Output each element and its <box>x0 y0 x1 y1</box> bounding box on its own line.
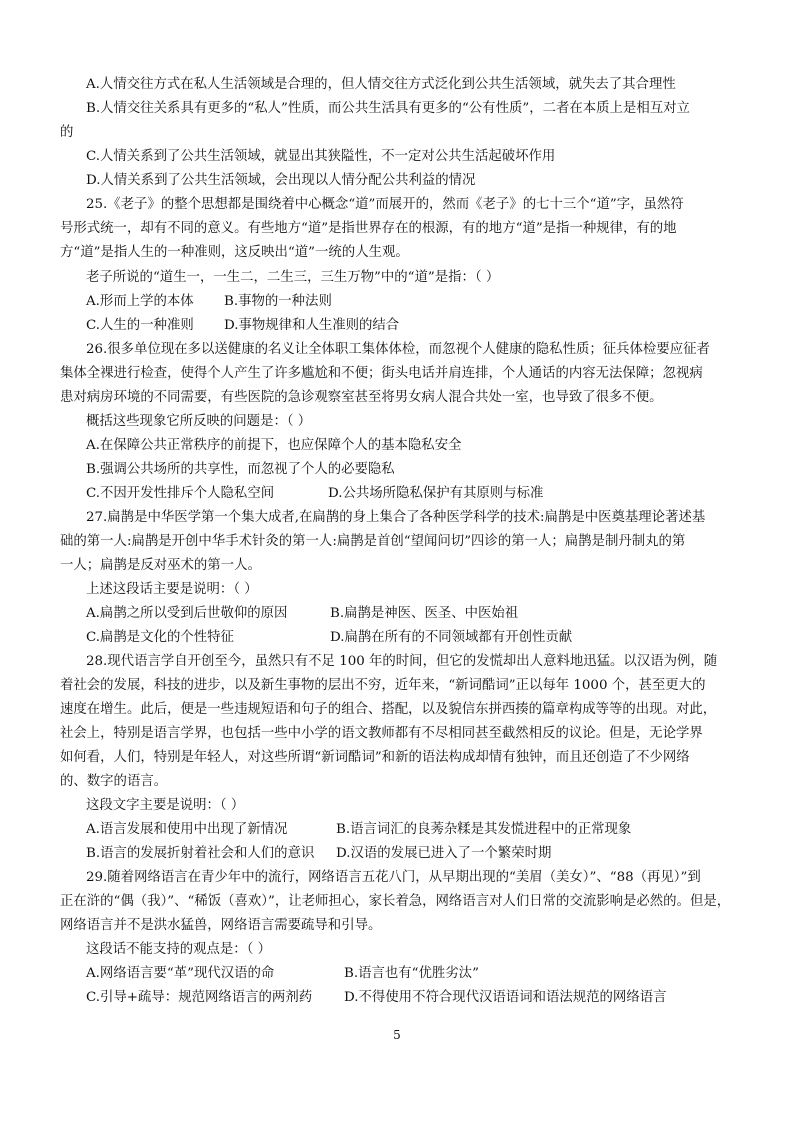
q29-passage: 29.随着网络语言在青少年中的流行，网络语言五花八门，从早期出现的“美眉（美女）”、“88（再见）”到 <box>86 870 701 885</box>
q27-passage: 一人；扁鹊是反对巫术的第一人。 <box>60 558 261 573</box>
q26-passage: 患对病房环境的不同需要，有些医院的急诊观察室甚至将男女病人混合共处一室，也导致了很多不便。 <box>60 390 663 405</box>
q25-option-a: A.形而上学的本体 <box>86 294 194 309</box>
q28-passage: 着社会的发展，科技的进步，以及新生事物的层出不穷，近年来，“新词酷词”正以每年 1000 个，甚至更大的 <box>60 678 706 693</box>
q27-option-b: B.扁鹊是神医、医圣、中医始祖 <box>330 606 519 621</box>
q28-passage: 速度在增生。此后，便是一些违规短语和句子的组合、搭配，以及貌信东拼西揍的篇章构成等等的出现。对此， <box>60 702 717 717</box>
q26-option-d: D.公共场所隐私保护有其原则与标准 <box>328 486 544 501</box>
q26-option-c: C.不因开发性排斥个人隐私空间 <box>86 486 275 501</box>
q26-option-a: A.在保障公共正常秩序的前提下，也应保障个人的基本隐私安全 <box>86 438 462 453</box>
q25-passage: 方“道”是指人生的一种准则，这反映出“道”一统的人生观。 <box>60 245 409 260</box>
q28-passage: 社会上，特别是语言学界，也包括一些中小学的语文教师都有不尽相同甚至截然相反的议论。但是，无论学界 <box>60 726 703 741</box>
q27-option-a: A.扁鹊之所以受到后世敬仰的原因 <box>86 606 288 621</box>
q27-passage: 27.扁鹊是中华医学第一个集大成者,在扁鹊的身上集合了各种医学科学的技术:扁鹊是中医奠基理论著述基 <box>86 510 706 525</box>
q24-option-c: C.人情关系到了公共生活领域，就显出其狭隘性，不一定对公共生活起破坏作用 <box>86 149 556 164</box>
q27-option-c: C.扁鹊是文化的个性特征 <box>86 630 234 645</box>
q28-option-b: B.语言词汇的良莠杂糅是其发慌进程中的正常现象 <box>336 822 632 837</box>
q29-option-d: D.不得使用不符合现代汉语语词和语法规范的网络语言 <box>344 990 667 1005</box>
q29-passage: 网络语言并不是洪水猛兽，网络语言需要疏导和引导。 <box>60 918 382 933</box>
q29-option-b: B.语言也有“优胜劣汰” <box>344 966 479 981</box>
q28-stem: 这段文字主要是说明：（ ） <box>86 798 245 813</box>
q25-option-c: C.人生的一种准则 <box>86 318 194 333</box>
q29-stem: 这段话不能支持的观点是：（ ） <box>86 942 272 957</box>
q27-option-d: D.扁鹊在所有的不同领域都有开创性贡献 <box>330 630 573 645</box>
q25-passage: 25.《老子》的整个思想都是围绕着中心概念“道”而展开的，然而《老子》的七十三个“道”字，虽然符 <box>86 197 684 212</box>
q24-option-b-cont: 的 <box>60 125 74 140</box>
q27-stem: 上述这段话主要是说明：（ ） <box>86 582 258 597</box>
q25-option-b: B.事物的一种法则 <box>224 294 332 309</box>
q26-stem: 概括这些现象它所反映的问题是：（ ） <box>86 414 312 429</box>
q29-passage: 正在浒的“偶（我）”、“稀饭（喜欢）”，让老师担心，家长着急，网络语言对人们日常的交流影响是必然的。但是， <box>60 894 731 909</box>
q27-passage: 础的第一人:扁鹊是开创中华手术针灸的第一人:扁鹊是首创“望闻问切”四诊的第一人；扁鹊是制丹制丸的第 <box>60 534 686 549</box>
q26-passage: 集体全裸进行检查，使得个人产生了许多尴尬和不便；街头电话并肩连排，个人通话的内容无法保障；忽视病 <box>60 366 703 381</box>
page-number: 5 <box>393 1028 401 1042</box>
q24-option-a: A.人情交往方式在私人生活领域是合理的，但人情交往方式泛化到公共生活领域，就失去了其合理性 <box>86 77 676 92</box>
q24-option-b: B.人情交往关系具有更多的“私人”性质，而公共生活具有更多的“公有性质”，二者在本质上是相互对立 <box>86 101 690 116</box>
q25-option-d: D.事物规律和人生准则的结合 <box>224 318 400 333</box>
q28-option-d: D.汉语的发展已进入了一个繁荣时期 <box>336 846 552 861</box>
q25-stem: 老子所说的“道生一，一生二，二生三，三生万物”中的“道”是指：（ ） <box>86 270 500 285</box>
q29-option-c: C.引导+疏导：规范网络语言的两剂药 <box>86 990 313 1005</box>
q25-passage: 号形式统一，却有不同的意义。有些地方“道”是指世界存在的根源，有的地方“道”是指一种规律，有的地 <box>60 221 677 236</box>
q26-option-b: B.强调公共场所的共享性，而忽视了个人的必要隐私 <box>86 462 395 477</box>
q28-passage: 如何看，人们，特别是年轻人，对这些所谓“新词酷词”和新的语法构成却情有独钟，而且还创造了不少网络 <box>60 750 690 765</box>
q28-passage: 28.现代语言学自开创至今，虽然只有不足 100 年的时间，但它的发慌却出人意料地迅猛。以汉语为例，随 <box>86 654 718 669</box>
q28-option-c: B.语言的发展折射着社会和人们的意识 <box>86 846 315 861</box>
q28-option-a: A.语言发展和使用中出现了新情况 <box>86 822 288 837</box>
q28-passage: 的、数字的语言。 <box>60 774 168 789</box>
q24-option-d: D.人情关系到了公共生活领域，会出现以人情分配公共利益的情况 <box>86 173 476 188</box>
q26-passage: 26.很多单位现在多以送健康的名义让全体职工集体体检，而忽视个人健康的隐私性质；征兵体检要应征者 <box>86 342 710 357</box>
q29-option-a: A.网络语言要“革”现代汉语的命 <box>86 966 275 981</box>
